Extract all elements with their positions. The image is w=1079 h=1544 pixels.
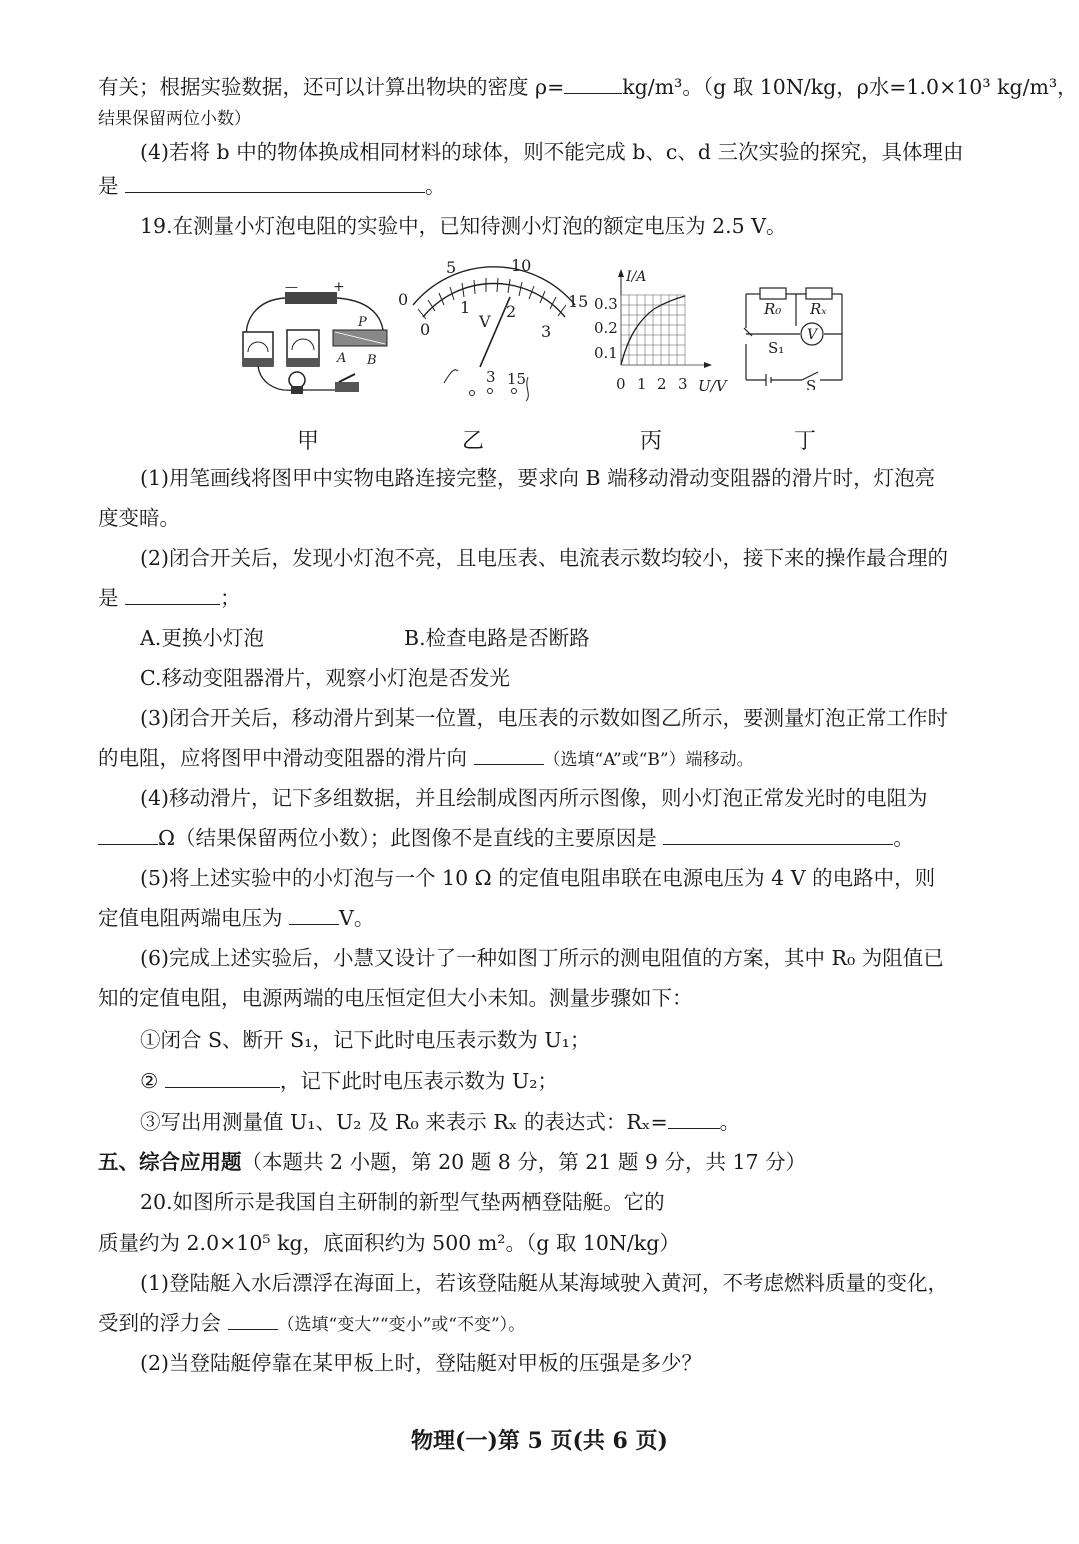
figure-caption-ding: 丁 (794, 429, 817, 454)
q19-part5-line-2: 定值电阻两端电压为 V。 (98, 906, 375, 930)
q18-part4-line-1: (4)若将 b 中的物体换成相同材料的球体，则不能完成 b、c、d 三次实验的探究，具体理由 (140, 140, 964, 164)
q19-step-2: ② ，记下此时电压表示数为 U₂； (140, 1069, 558, 1093)
answer-blank[interactable] (125, 174, 425, 193)
figure-caption-jia: 甲 (297, 429, 320, 454)
figure-caption-yi: 乙 (462, 429, 485, 454)
xtick-3: 3 (678, 375, 688, 393)
switch (335, 382, 359, 392)
q19-part6-line-1: (6)完成上述实验后，小慧又设计了一种如图丁所示的测电阻值的方案，其中 R₀ 为阻值已 (140, 946, 944, 970)
q18-part4-line-2: 是 。 (98, 174, 446, 198)
q19-part3-line-2: 的电阻，应将图甲中滑动变阻器的滑片向 （选填“A”或“B”）端移动。 (98, 746, 754, 770)
q19-part2-line-2: 是 ； (98, 586, 241, 610)
scale-bottom-1: 1 (460, 298, 471, 317)
rheostat-end-b: B (367, 353, 377, 368)
unit-label: V (479, 312, 491, 331)
answer-blank[interactable] (564, 75, 622, 94)
q20-part1-line-2: 受到的浮力会 （选填“变大”“变小”或“不变”）。 (98, 1311, 526, 1335)
q20-line-2: 质量约为 2.0×10⁵ kg，底面积约为 500 m²。（g 取 10N/kg） (98, 1231, 680, 1255)
answer-blank[interactable] (668, 1110, 720, 1129)
q19-part5-line-1: (5)将上述实验中的小灯泡与一个 10 Ω 的定值电阻串联在电源电压为 4 V 的电路中，则 (140, 866, 936, 890)
q19-part6-line-2: 知的定值电阻，电源两端的电压恒定但大小未知。测量步骤如下： (98, 986, 693, 1010)
q20-part2: (2)当登陆艇停靠在某甲板上时，登陆艇对甲板的压强是多少？ (140, 1351, 703, 1375)
voltmeter-label: V (807, 327, 818, 343)
rheostat-end-a: A (337, 351, 347, 366)
xtick-0: 0 (616, 375, 626, 393)
s-label: S (806, 377, 817, 390)
answer-blank[interactable] (663, 826, 893, 845)
q19-part4-line-2: Ω（结果保留两位小数）；此图像不是直线的主要原因是 。 (98, 823, 914, 853)
figure-caption-bing: 丙 (640, 429, 663, 454)
scale-top-0: 0 (398, 290, 409, 309)
scale-bottom-2: 2 (506, 302, 517, 321)
q19-part1-line-2: 度变暗。 (98, 506, 180, 530)
page-footer: 物理(一)第 5 页(共 6 页) (411, 1428, 668, 1454)
answer-blank[interactable] (289, 906, 339, 925)
q18-line-2: 结果保留两位小数） (98, 109, 251, 129)
graph-ylabel: I/A (626, 269, 647, 285)
answer-blank[interactable] (165, 1069, 280, 1088)
scale-top-10: 10 (511, 256, 532, 275)
figure-jia-circuit (235, 282, 400, 402)
xtick-2: 2 (657, 375, 667, 393)
slider-label-p: P (358, 315, 367, 330)
ytick-0-2: 0.2 (594, 319, 618, 337)
q19-step-1: ①闭合 S、断开 S₁，记下此时电压表示数为 U₁； (140, 1028, 591, 1052)
q19-step-3: ③写出用测量值 U₁、U₂ 及 R₀ 来表示 Rₓ 的表达式：Rₓ= 。 (140, 1110, 741, 1134)
q19-part3-line-1: (3)闭合开关后，移动滑片到某一位置，电压表的示数如图乙所示，要测量灯泡正常工作时 (140, 706, 949, 730)
s1-label: S₁ (768, 339, 785, 357)
bulb (289, 372, 305, 388)
q19-option-a: A.更换小灯泡 (140, 626, 264, 650)
q19-part2-line-1: (2)闭合开关后，发现小灯泡不亮，且电压表、电流表示数均较小，接下来的操作最合理的 (140, 546, 949, 570)
scale-top-5: 5 (446, 258, 457, 277)
scale-top-15: 15 (568, 292, 589, 311)
q19-part1-line-1: (1)用笔画线将图甲中实物电路连接完整，要求向 B 端移动滑动变阻器的滑片时，灯泡亮 (140, 466, 936, 490)
figure-yi-voltmeter-dial (398, 255, 590, 405)
figure-ding-schematic (738, 280, 850, 390)
section-5-heading: 五、综合应用题（本题共 2 小题，第 20 题 8 分，第 21 题 9 分，共 17 分） (98, 1150, 807, 1174)
answer-blank[interactable] (125, 586, 220, 605)
q19-option-c: C.移动变阻器滑片，观察小灯泡是否发光 (140, 666, 510, 690)
needle (480, 297, 510, 367)
q19-part4-line-1: (4)移动滑片，记下多组数据，并且绘制成图丙所示图像，则小灯泡正常发光时的电阻为 (140, 786, 928, 810)
battery-plus-label: + (333, 282, 345, 295)
battery-minus-label: — (285, 282, 298, 295)
rx-label: Rₓ (810, 300, 827, 318)
r0-label: R₀ (764, 300, 782, 318)
graph-xlabel: U/V (698, 377, 727, 395)
scale-bottom-0: 0 (420, 320, 431, 339)
q20-line-1: 20.如图所示是我国自主研制的新型气垫两栖登陆艇。它的 (140, 1190, 665, 1214)
ytick-0-3: 0.3 (594, 295, 618, 313)
q19-option-b: B.检查电路是否断路 (404, 626, 590, 650)
terminal-3: 3 (486, 368, 496, 386)
q18-line-1: 有关；根据实验数据，还可以计算出物块的密度 ρ= kg/m³。（g 取 10N/kg，ρ水=1.0×10³ kg/m³， (98, 75, 1078, 99)
terminal-15: 15 (507, 370, 527, 388)
scale-bottom-3: 3 (541, 322, 552, 341)
q19-stem: 19.在测量小灯泡电阻的实验中，已知待测小灯泡的额定电压为 2.5 V。 (140, 214, 787, 238)
figure-bing-graph (594, 265, 734, 400)
q20-part1-line-1: (1)登陆艇入水后漂浮在海面上，若该登陆艇从某海域驶入黄河，不考虑燃料质量的变化， (140, 1271, 949, 1295)
answer-blank[interactable] (98, 826, 158, 845)
xtick-1: 1 (637, 375, 647, 393)
answer-blank[interactable] (474, 746, 544, 765)
ytick-0-1: 0.1 (594, 344, 618, 362)
answer-blank[interactable] (228, 1311, 278, 1330)
